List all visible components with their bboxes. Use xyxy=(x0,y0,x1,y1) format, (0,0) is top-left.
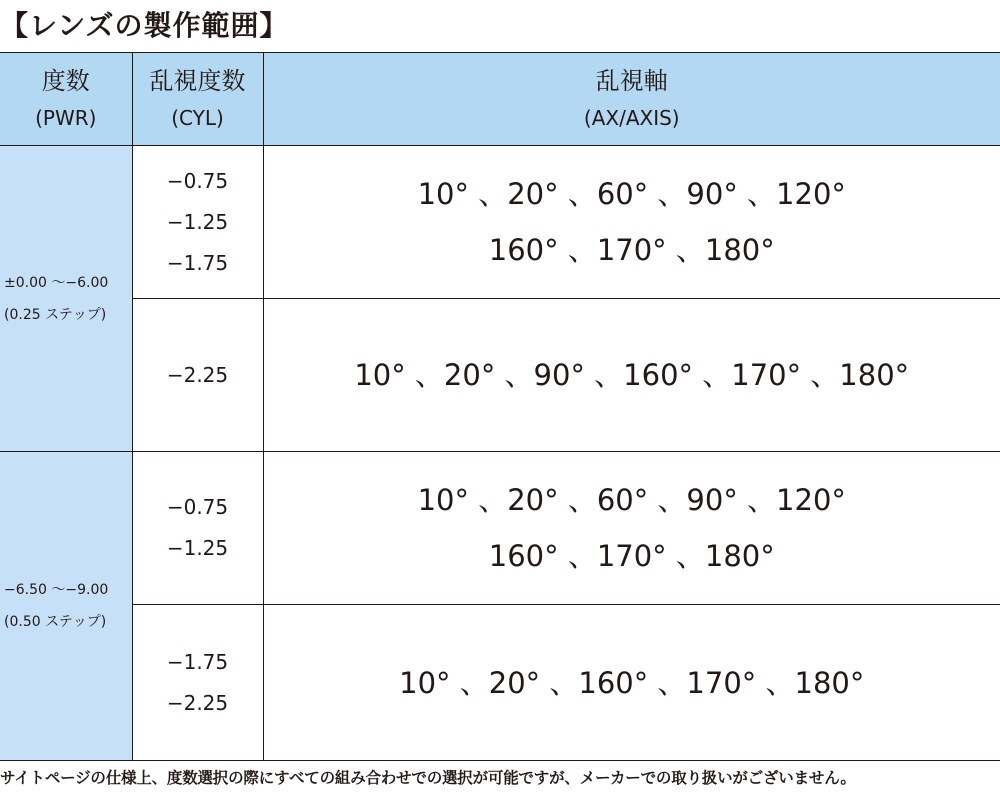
pwr-range-cell xyxy=(0,146,132,452)
cyl-value: −1.25 xyxy=(166,209,229,234)
header-cyl-label: 乱視度数 xyxy=(149,67,246,95)
header-cyl xyxy=(132,53,263,146)
header-axis-label: 乱視軸 xyxy=(595,67,668,95)
header-cyl-sub: (CYL) xyxy=(171,106,224,130)
axis-cell xyxy=(263,146,1000,299)
axis-cell xyxy=(263,452,1000,605)
axis-line: 10° 、20° 、160° 、170° 、180° xyxy=(399,665,865,700)
table-row xyxy=(0,299,1000,452)
axis-line: 10° 、20° 、60° 、90° 、120° xyxy=(417,483,846,517)
lens-range-table xyxy=(0,52,1000,761)
cyl-value: −2.25 xyxy=(166,690,229,715)
cyl-value: −0.75 xyxy=(166,168,229,193)
axis-line: 160° 、170° 、180° xyxy=(488,233,775,267)
table-row xyxy=(0,452,1000,605)
table-row xyxy=(0,605,1000,761)
cyl-value: −1.75 xyxy=(166,250,229,275)
cyl-value: −0.75 xyxy=(166,495,229,519)
cyl-cell xyxy=(132,605,263,761)
header-axis xyxy=(263,53,1000,146)
header-pwr-sub: (PWR) xyxy=(35,106,97,130)
table-row xyxy=(0,146,1000,299)
cyl-cell xyxy=(132,299,263,452)
header-pwr-label: 度数 xyxy=(41,67,90,95)
pwr-range: ±0.00 〜−6.00 xyxy=(4,274,109,291)
cyl-value: −1.25 xyxy=(166,536,229,560)
axis-line: 10° 、20° 、60° 、90° 、120° xyxy=(417,177,846,211)
axis-cell xyxy=(263,605,1000,761)
pwr-step: (0.25 ステップ) xyxy=(4,306,107,323)
cyl-cell xyxy=(132,452,263,605)
pwr-range-cell xyxy=(0,452,132,761)
table-header-row xyxy=(0,53,1000,146)
page-title: 【レンズの製作範囲】 xyxy=(0,9,289,42)
cyl-value: −1.75 xyxy=(166,649,229,674)
header-axis-sub: (AX/AXIS) xyxy=(583,106,680,130)
cyl-value: −2.25 xyxy=(166,362,229,387)
axis-line: 160° 、170° 、180° xyxy=(488,539,775,573)
cyl-cell xyxy=(132,146,263,299)
axis-line: 10° 、20° 、90° 、160° 、170° 、180° xyxy=(354,358,910,392)
pwr-step: (0.50 ステップ) xyxy=(4,614,107,630)
axis-cell xyxy=(263,299,1000,452)
pwr-range: −6.50 〜−9.00 xyxy=(4,582,109,598)
header-pwr xyxy=(0,53,132,146)
footnote: サイトページの仕様上、度数選択の際にすべての組み合わせでの選択が可能ですが、メーカーでの取り扱いがございません。 xyxy=(0,769,856,787)
